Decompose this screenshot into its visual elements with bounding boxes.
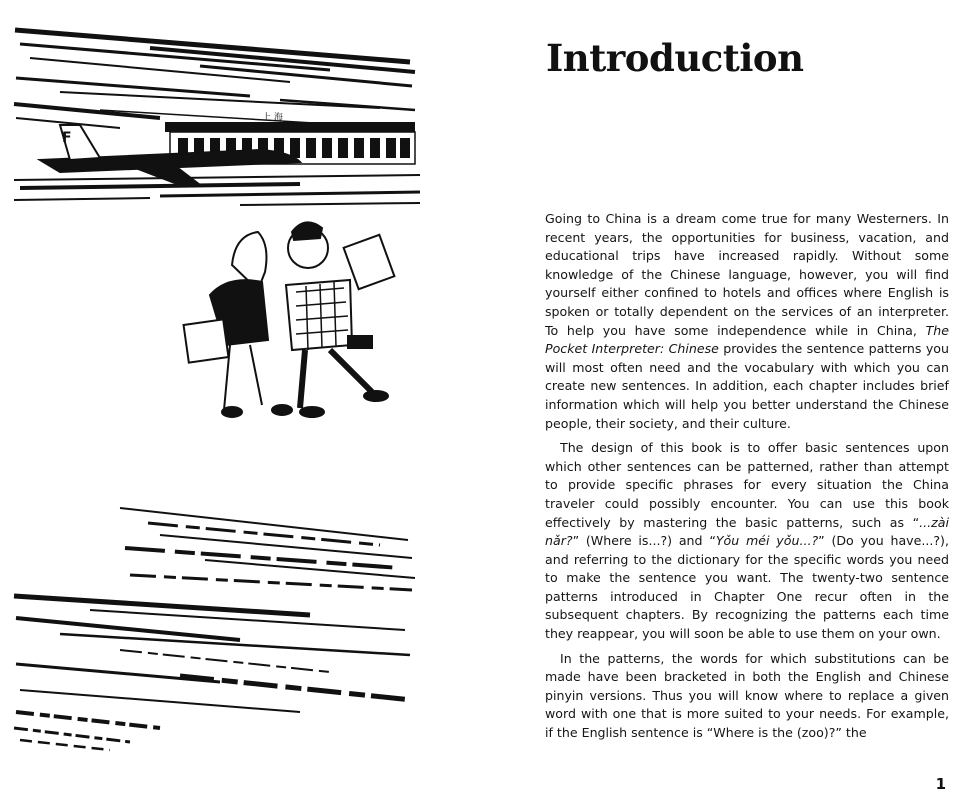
sky-speed-lines <box>14 30 415 128</box>
svg-text:F: F <box>62 130 72 146</box>
page-number: 1 <box>935 775 946 793</box>
paragraph-1 <box>545 210 949 433</box>
pattern-do-you-have: Yǒu méi yǒu...? <box>715 533 819 549</box>
paragraph-2 <box>545 439 949 644</box>
paragraph-2-text-a: The design of this book is to offer basic sentences upon which other sentences can be patterned, rather than attempt to provide specific phrases for every situation the China traveler could possibly encounter. You can use this book effectively by mastering the basic patterns, such as “ <box>545 440 949 530</box>
introduction-text <box>545 210 949 749</box>
page-title: Introduction <box>546 36 804 80</box>
ground-speed-lines <box>14 508 415 750</box>
building-sign: 上 海 <box>262 113 283 123</box>
paragraph-2-text-c: ” (Do you have...?), and referring to the dictionary for the specific words you need to make the sentence you want. The twenty-two sentence patterns introduced in Chapter One recur often in the subsequent chapters. By recognizing the patterns each time they reappear, you will soon be able to use them on your own. <box>545 533 949 642</box>
paragraph-1-text-a: Going to China is a dream come true for many Westerners. In recent years, the opportunities for business, vacation, and educational trips have increased rapidly. Without some knowledge of the Chinese language, however, you will find yourself either confined to hotels and offices where English is spoken or totally dependent on the services of an interpreter. To help you have some independence while in China, <box>545 211 949 338</box>
paragraph-3-text: In the patterns, the words for which substitutions can be made have been bracketed in both the English and Chinese pinyin versions. Thus you will know where to replace a given word with one that is more suited to your needs. For example, if the English sentence is “Where is the (zoo)?” the <box>545 650 949 741</box>
paragraph-1-text-b: provides the sentence patterns you will most often need and the vocabulary with which you can create new sentences. In addition, each chapter includes brief information which will help you better understand the Chinese people, their society, and their culture. <box>545 341 949 431</box>
book-title: The Pocket Interpreter: Chinese <box>545 322 949 357</box>
pattern-where-is: ...zài nǎr? <box>545 514 949 549</box>
paragraph-2-text-b: ” (Where is...?) and “ <box>572 533 716 549</box>
paragraph-3 <box>545 650 949 743</box>
travelers-couple <box>184 222 395 417</box>
tarmac-lines <box>14 175 420 205</box>
airport-travelers-illustration <box>0 0 430 799</box>
